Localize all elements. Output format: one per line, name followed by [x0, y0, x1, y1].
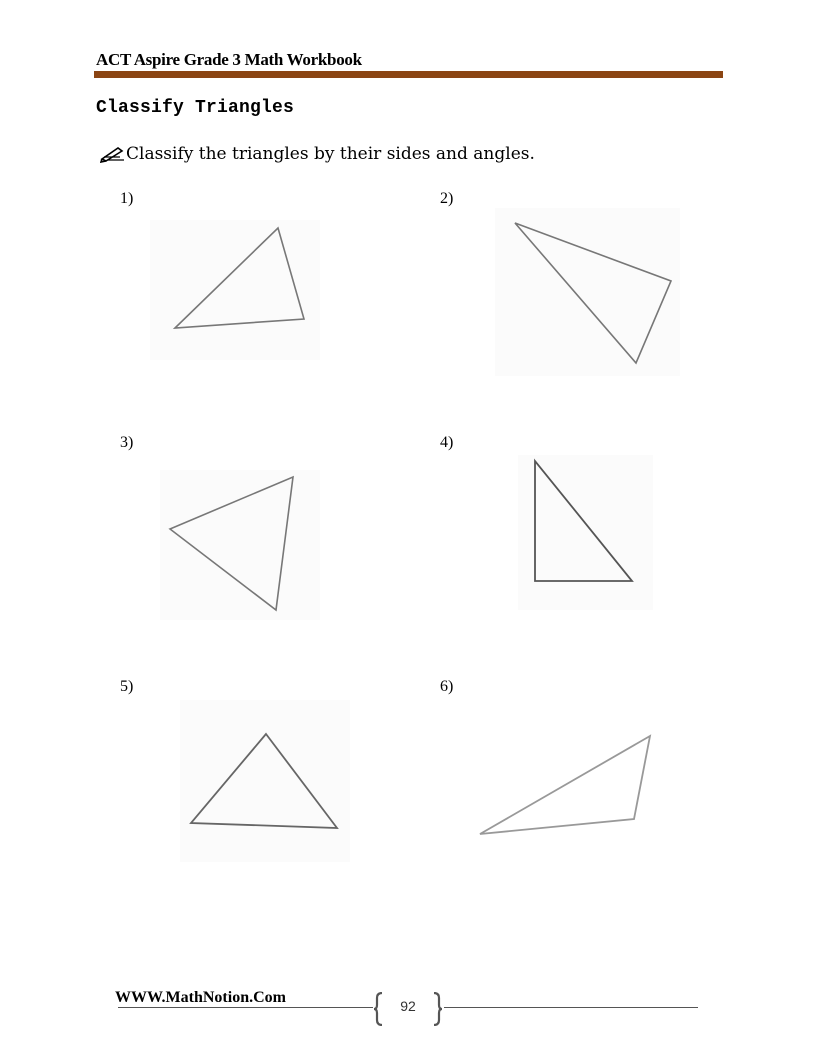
triangle-5: [180, 700, 350, 862]
problem-5-label: 5): [120, 678, 134, 695]
triangle-3: [160, 470, 320, 620]
instruction: [100, 144, 535, 164]
section-title: Classify Triangles: [96, 98, 295, 118]
header-rule: [94, 71, 723, 78]
problem-4-label: 4): [440, 434, 454, 451]
triangle-6: [470, 725, 660, 845]
triangle-1: [150, 220, 320, 360]
problem-1-label: 1): [120, 190, 134, 207]
problem-6-label: 6): [440, 678, 454, 695]
footer-line-right: [444, 1007, 698, 1008]
problem-3-label: 3): [120, 434, 134, 451]
problem-2-label: 2): [440, 190, 454, 207]
instruction-text: Classify the triangles by their sides and angles.: [126, 144, 535, 164]
workbook-title: ACT Aspire Grade 3 Math Workbook: [96, 50, 362, 69]
footer-line-left: [118, 1007, 373, 1008]
footer-website: WWW.MathNotion.Com: [115, 989, 286, 1006]
triangle-4: [518, 455, 653, 610]
pencil-icon: [100, 145, 126, 163]
page-number: 92: [400, 998, 416, 1014]
triangle-2: [495, 208, 680, 376]
